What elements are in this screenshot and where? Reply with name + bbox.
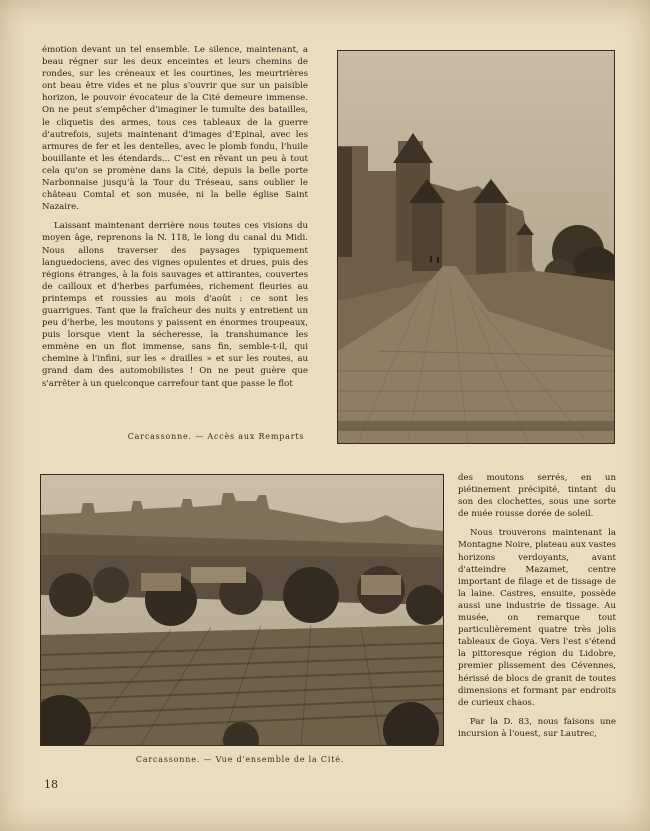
photo-ramparts-access	[337, 50, 615, 444]
paragraph: Laissant maintenant derrière nous toutes ces visions du moyen âge, reprenons la N. 118, le long du canal du Midi. Nous allons traverser des paysages typiquement languedociens, avec des vignes opulentes et drues, puis des régions étranges, à la fois sauvages et attirantes, couvertes de cailloux et d'herbes parfumées, richement fleuries au printemps et roussies au mois d'août : ce sont les guarrigues. Tant que la fraîcheur des nuits y entretient un peu d'herbe, les moutons y paissent en énormes troupeaux, puis lorsque vient la sécheresse, la transhumance les emmène en un flot immense, sans fin, semble-t-il, qui chemine à l'infini, sur les « drailles » et sur les routes, au grand dam des automobilistes ! On ne peut guère que s'arrêter à un quelconque carrefour tant que passe le flot	[42, 221, 308, 389]
photo-city-caption: Carcassonne. — Vue d'ensemble de la Cité.	[135, 755, 345, 764]
photo-ramparts-caption: Carcassonne. — Accès aux Remparts	[127, 432, 305, 441]
left-text-column	[42, 44, 308, 390]
right-text-column	[458, 472, 616, 740]
paragraph: émotion devant un tel ensemble. Le silence, maintenant, a beau régner sur les deux enceintes et leurs chemins de rondes, sur les créneaux et les courtines, les meurtrières ont beau être vides et ne plus s'ouvrir que sur un paisible horizon, le pouvoir évocateur de la Cité demeure immense. On ne peut s'empêcher d'imaginer le tumulte des batailles, le cliquetis des armes, tous ces tableaux de la guerre d'autrefois, sujets maintenant d'images d'Epinal, avec les armures de fer et les dentelles, avec le plomb fondu, l'huile bouillante et les étendards... C'est en rêvant un peu à tout cela qu'on se promène dans la Cité, depuis la belle porte Narbonnaise jusqu'à la Tour du Tréseau, sans oublier le château Comtal et son musée, ni la belle église Saint Nazaire.	[42, 45, 308, 213]
paragraph: des moutons serrés, en un piétinement précipité, tintant du son des clochettes, sous une sorte de nuée rousse dorée de soleil.	[458, 473, 616, 520]
paragraph: Nous trouverons maintenant la Montagne Noire, plateau aux vastes horizons verdoyants, avant d'atteindre Mazamet, centre important de filage et de tissage de la laine. Castres, ensuite, possède aussi une industrie de tissage. Au musée, on remarque tout particulièrement quatre très jolis tableaux de Goya. Vers l'est s'étend la pittoresque région du Lidobre, premier plissement des Cévennes, hérissé de blocs de granit de toutes dimensions et formant par endroits de curieux chaos.	[458, 528, 616, 708]
paragraph: Par la D. 83, nous faisons une incursion à l'ouest, sur Lautrec,	[458, 716, 616, 739]
page-number: 18	[44, 778, 58, 791]
photo-city-overview	[40, 474, 444, 746]
